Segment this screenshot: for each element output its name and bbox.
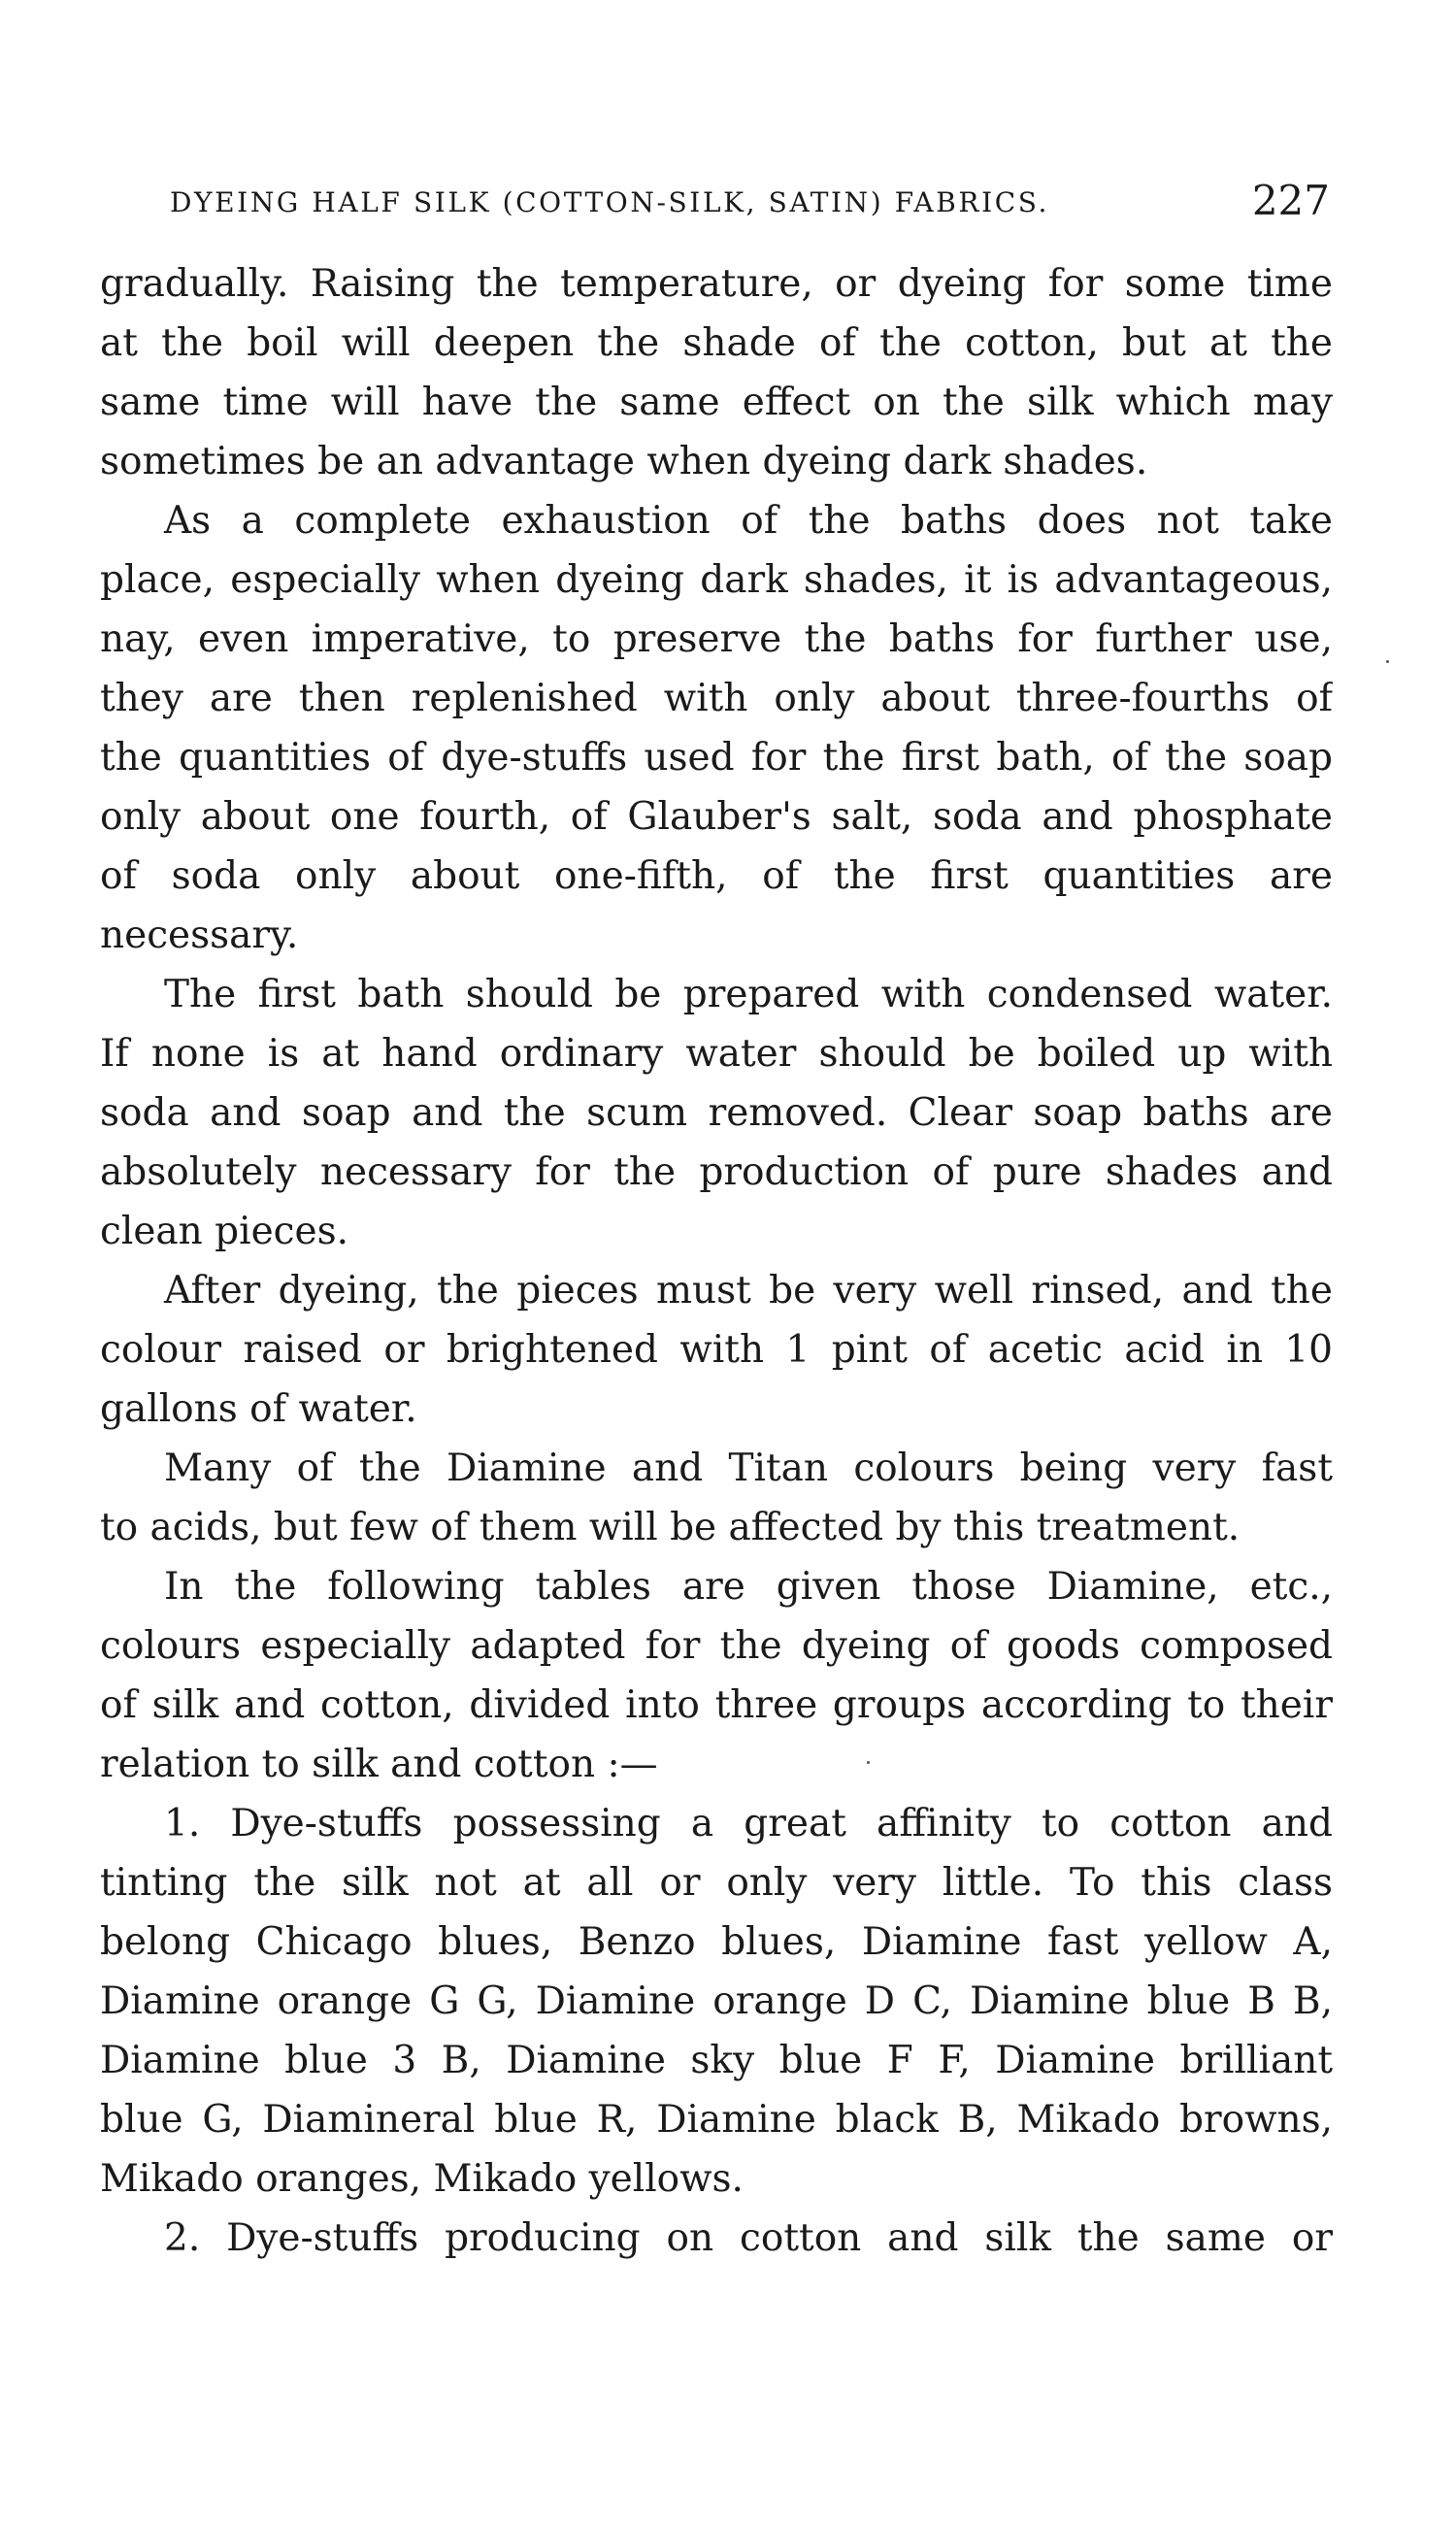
running-title: DYEING HALF SILK (COTTON-SILK, SATIN) FABRICS. xyxy=(170,186,1050,218)
text-line: After dyeing, the pieces must be very well rinsed, and the xyxy=(164,1269,1333,1313)
text-line: belong Chicago blues, Benzo blues, Diamine fast yellow A, xyxy=(100,1920,1333,1964)
print-speck xyxy=(1386,660,1389,663)
text-line: The first bath should be prepared with condensed water. xyxy=(164,973,1333,1016)
text-line: only about one fourth, of Glauber's salt, soda and phosphate xyxy=(100,795,1333,839)
text-line: sometimes be an advantage when dyeing dark shades. xyxy=(100,440,1148,483)
text-line: If none is at hand ordinary water should be boiled up with xyxy=(100,1032,1333,1076)
text-line: to acids, but few of them will be affected by this treatment. xyxy=(100,1506,1241,1549)
text-line: clean pieces. xyxy=(100,1210,349,1253)
text-line: gallons of water. xyxy=(100,1387,417,1431)
text-line: Mikado oranges, Mikado yellows. xyxy=(100,2157,744,2201)
text-line: of silk and cotton, divided into three groups according to their xyxy=(100,1683,1333,1727)
text-line: relation to silk and cotton :— xyxy=(100,1743,658,1786)
text-line: soda and soap and the scum removed. Clear soap baths are xyxy=(100,1091,1333,1135)
body-text xyxy=(100,254,1333,2268)
text-line: tinting the silk not at all or only very little. To this class xyxy=(100,1861,1333,1905)
text-line: colours especially adapted for the dyeing of goods composed xyxy=(100,1624,1333,1668)
text-line: Many of the Diamine and Titan colours being very fast xyxy=(164,1446,1333,1490)
text-line: gradually. Raising the temperature, or dyeing for some time xyxy=(100,262,1333,306)
text-line: nay, even imperative, to preserve the baths for further use, xyxy=(100,617,1333,661)
text-line: 2. Dye-stuffs producing on cotton and silk the same or xyxy=(164,2216,1333,2260)
text-line: they are then replenished with only about three-fourths of xyxy=(100,677,1333,720)
page-number: 227 xyxy=(1251,177,1330,224)
text-line: As a complete exhaustion of the baths does not take xyxy=(164,499,1333,543)
print-speck xyxy=(867,1761,870,1764)
text-line: colour raised or brightened with 1 pint of acetic acid in 10 xyxy=(100,1328,1333,1372)
text-line: same time will have the same effect on the silk which may xyxy=(100,381,1333,424)
text-line: necessary. xyxy=(100,914,299,957)
text-line: Diamine orange G G, Diamine orange D C, Diamine blue B B, xyxy=(100,1979,1333,2023)
text-line: blue G, Diamineral blue R, Diamine black B, Mikado browns, xyxy=(100,2098,1333,2142)
running-head xyxy=(170,177,1330,225)
text-line: absolutely necessary for the production of pure shades and xyxy=(100,1150,1333,1194)
text-line: place, especially when dyeing dark shades, it is advantageous, xyxy=(100,558,1333,602)
text-line: Diamine blue 3 B, Diamine sky blue F F, Diamine brilliant xyxy=(100,2039,1333,2082)
text-line: of soda only about one-fifth, of the first quantities are xyxy=(100,854,1333,898)
text-line: at the boil will deepen the shade of the cotton, but at the xyxy=(100,321,1333,365)
text-line: In the following tables are given those Diamine, etc., xyxy=(164,1565,1333,1609)
text-line: 1. Dye-stuffs possessing a great affinity to cotton and xyxy=(164,1802,1333,1845)
text-line: the quantities of dye-stuffs used for the first bath, of the soap xyxy=(100,736,1333,780)
